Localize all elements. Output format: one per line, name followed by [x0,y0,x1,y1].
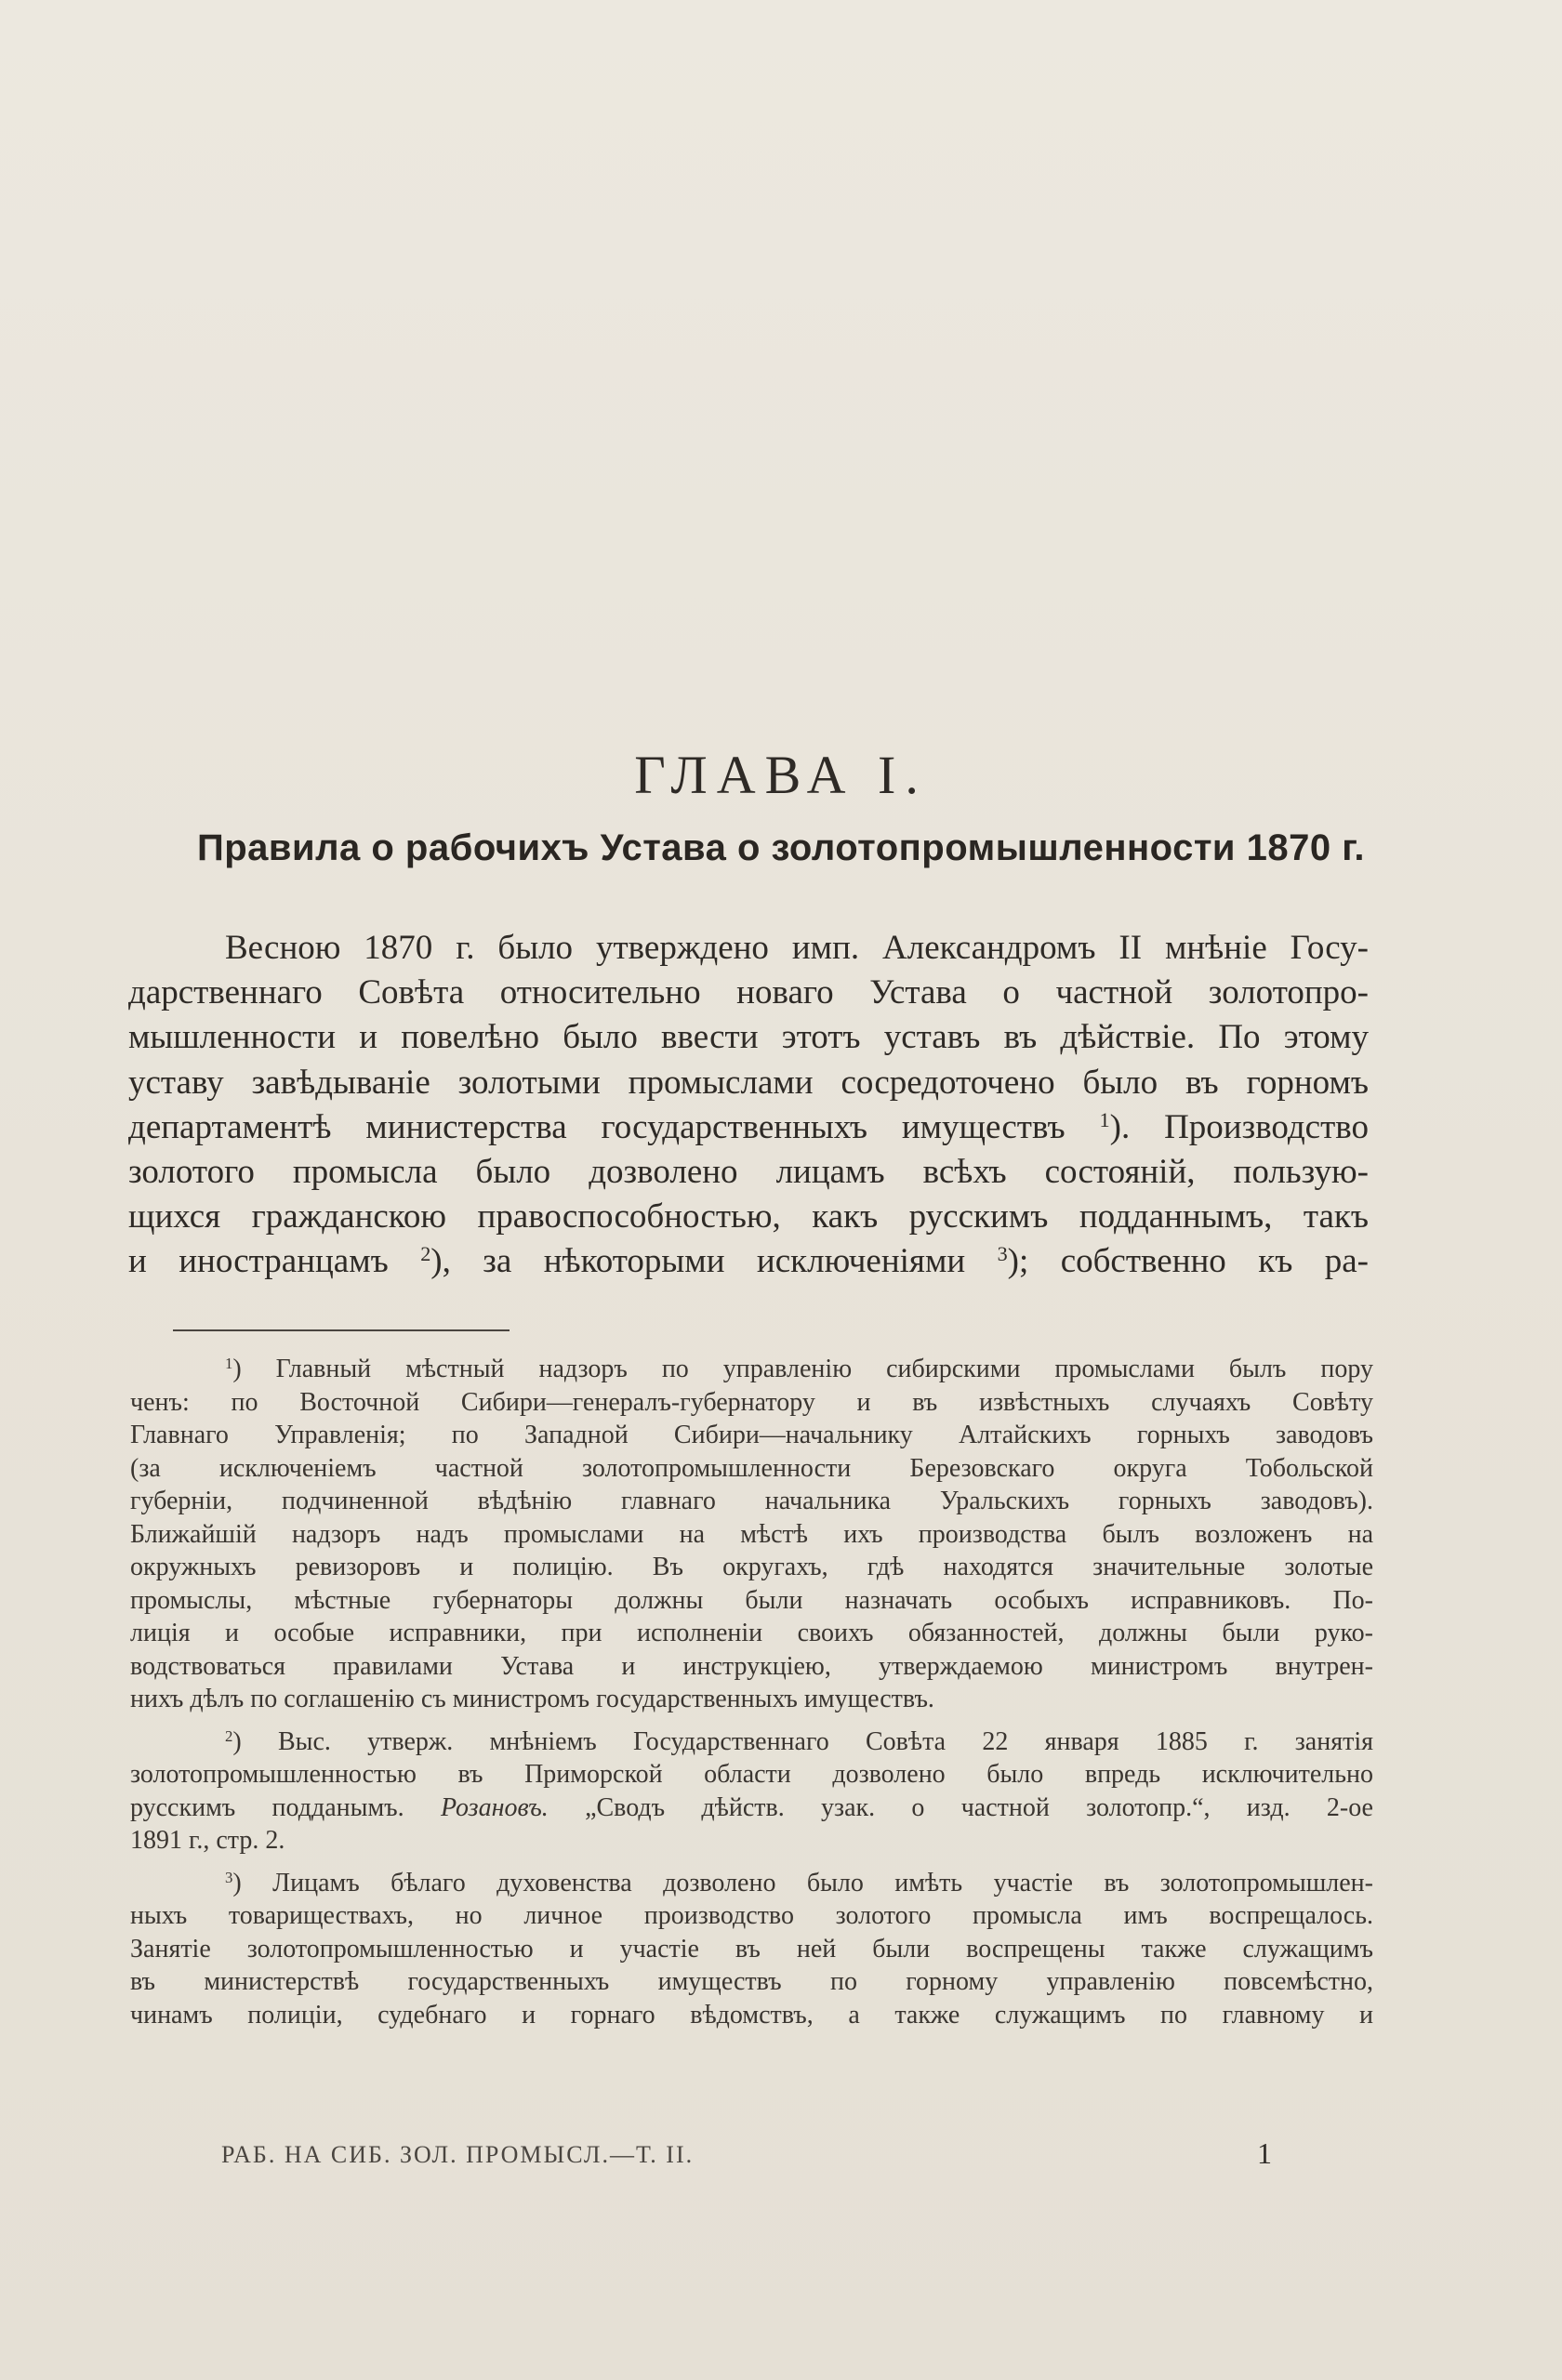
chapter-heading: ГЛАВА I. [634,745,928,805]
text-line: золотого промысла было дозволено лицамъ всѣхъ состояній, пользую- [128,1152,1369,1191]
footnote-line [130,1353,1373,1386]
text-line: Весною 1870 г. было утверждено имп. Александромъ II мнѣніе Госу- [225,929,1369,967]
footnote-line: ныхъ товариществахъ, но личное производство золотого промысла имъ воспрещалось. [130,1901,1373,1930]
main-text [128,926,1369,1285]
footnotes [130,1353,1373,2031]
footnote-line [130,1792,1373,1825]
signature-mark: РАБ. НА СИБ. ЗОЛ. ПРОМЫСЛ.—Т. II. [221,2141,695,2168]
footnote-line: Главнаго Управленія; по Западной Сибири—начальнику Алтайскихъ горныхъ заводовъ [130,1421,1373,1449]
footnote-line: 1891 г., стр. 2. [130,1826,285,1855]
footnote-ref: 3 [997,1242,1008,1266]
footnote-line: чинамъ полиціи, судебнаго и горнаго вѣдомствъ, а также служащимъ по главному и [130,2000,1373,2030]
text-line: дарственнаго Совѣта относительно новаго Устава о частной золотопро- [128,973,1369,1012]
footnote-line: нихъ дѣлъ по соглашенію съ министромъ государственныхъ имуществъ. [130,1685,934,1713]
text-line [128,1105,1369,1150]
footnote-number: 2 [225,1726,233,1745]
footnote-line: въ министерствѣ государственныхъ имуществъ по горному управленію повсемѣстно, [130,1967,1373,1996]
footnote-line: губерніи, подчиненной вѣдѣнію главнаго начальника Уральскихъ горныхъ заводовъ). [130,1487,1373,1515]
footnote-line [130,1867,1373,1900]
text-segment: „Сводъ дѣйств. узак. о частной золотопр.“, изд. 2-ое [548,1792,1373,1822]
footnote-line [130,1726,1373,1759]
text-segment: департаментѣ министерства государственныхъ имуществъ [128,1107,1100,1146]
text-line: мышленности и повелѣно было ввести этотъ уставъ въ дѣйствіе. По этому [128,1018,1369,1057]
footnote-separator [173,1329,510,1331]
text-segment: и иностранцамъ [128,1242,421,1281]
text-segment: ) Выс. утверж. мнѣніемъ Государственнаго Совѣта 22 января 1885 г. занятія [232,1726,1373,1756]
footnote-line: золотопромышленностью въ Приморской области дозволено было впредь исключительно [130,1760,1373,1789]
text-segment: ); собственно къ ра- [1007,1242,1369,1281]
text-segment: ) Лицамъ бѣлаго духовенства дозволено было имѣть участіе въ золотопромышлен- [232,1868,1373,1897]
footnote-line: водствоваться правилами Устава и инструкціею, утверждаемою министромъ внутрен- [130,1651,1373,1681]
footnote-line: ченъ: по Восточной Сибири—генералъ-губернатору и въ извѣстныхъ случаяхъ Совѣту [130,1387,1373,1417]
text-segment: русскимъ подданымъ. [130,1792,441,1822]
footnote-line: (за исключеніемъ частной золотопромышленности Березовскаго округа Тобольской [130,1453,1373,1483]
text-segment: ). Производство [1109,1107,1369,1146]
text-line [128,1239,1369,1284]
author-name: Розановъ. [440,1792,549,1822]
text-segment: ), за нѣкоторыми исключеніями [430,1242,998,1281]
text-line: щихся гражданскою правоспособностью, какъ русскимъ подданнымъ, такъ [128,1197,1369,1236]
footnote-number: 3 [225,1868,233,1886]
page-number: 1 [1257,2136,1272,2170]
footnote-line: Ближайшій надзоръ надъ промыслами на мѣстѣ ихъ производства былъ возложенъ на [130,1519,1373,1549]
footnote-line: окружныхъ ревизоровъ и полицію. Въ округахъ, гдѣ находятся значительные золотые [130,1553,1373,1581]
footnote-line: лиція и особые исправники, при исполненіи своихъ обязанностей, должны были руко- [130,1619,1373,1647]
footnote-line: промыслы, мѣстные губернаторы должны были назначать особыхъ исправниковъ. По- [130,1585,1373,1615]
footnote-number: 1 [225,1354,233,1372]
text-segment: ) Главный мѣстный надзоръ по управленію сибирскими промыслами былъ пору [232,1355,1373,1383]
footnote-ref: 2 [420,1242,431,1266]
chapter-subtitle: Правила о рабочихъ Устава о золотопромышленности 1870 г. [197,827,1365,868]
footnote-line: Занятіе золотопромышленностью и участіе въ ней были воспрещены также служащимъ [130,1934,1373,1964]
footnote-ref: 1 [1099,1107,1110,1131]
text-line: уставу завѣдываніе золотыми промыслами сосредоточено было въ горномъ [128,1063,1369,1102]
